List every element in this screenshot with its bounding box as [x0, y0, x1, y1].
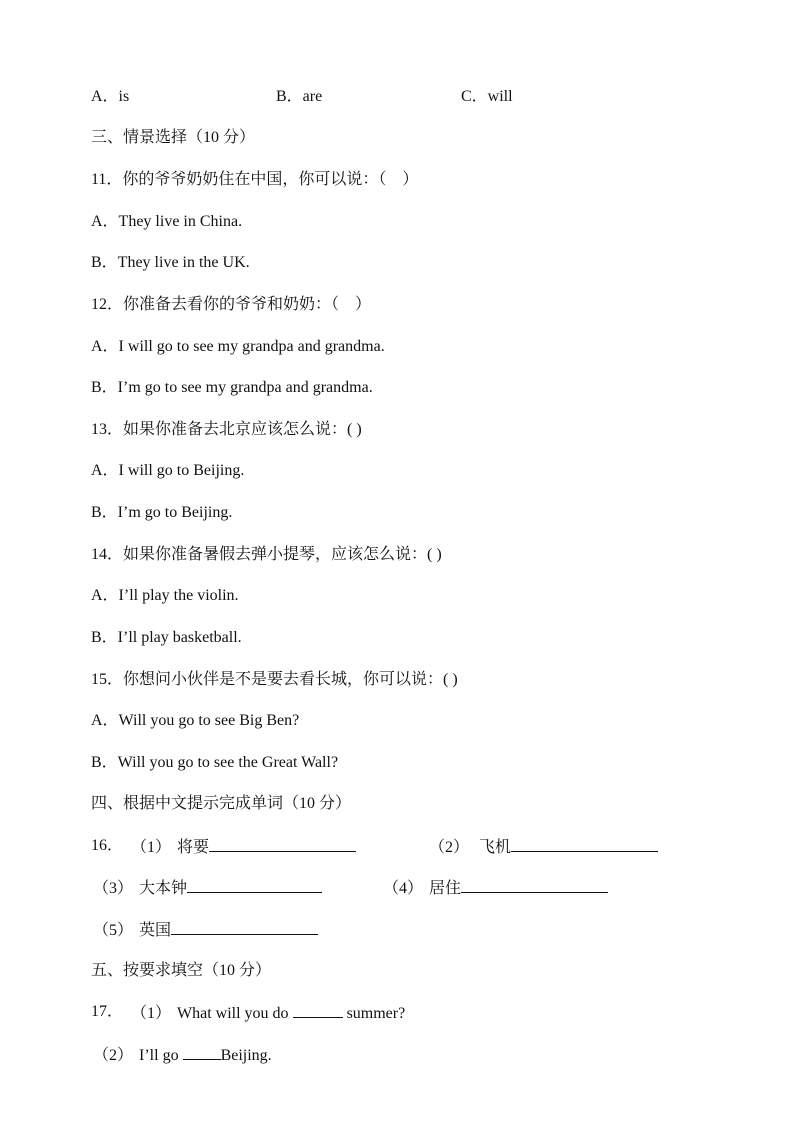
q17-item-1-after: summer? — [342, 1005, 406, 1022]
q17-item-1 — [131, 1001, 405, 1025]
q16-item-2 — [429, 835, 658, 859]
q16-item-4-num: （4） — [383, 880, 424, 897]
q17-item-2-num: （2） — [93, 1047, 134, 1064]
section3-title: 三、情景选择（10 分） — [91, 129, 256, 146]
q17-item-2 — [93, 1043, 272, 1067]
q16-item-5-num: （5） — [93, 922, 134, 939]
q16-item-1-word: 将要 — [177, 839, 210, 856]
q16-item-5-word: 英国 — [139, 922, 172, 939]
q17-item-1-blank[interactable] — [293, 1001, 343, 1018]
q14-option-b: B．I’ll play basketball. — [91, 629, 242, 646]
q16-item-4-word: 居住 — [429, 880, 462, 897]
q16-item-2-blank[interactable] — [511, 835, 658, 852]
q15-stem: 15．你想问小伙伴是不是要去看长城，你可以说：( ) — [91, 671, 458, 688]
q12-stem: 12．你准备去看你的爷爷和奶奶：（ ） — [91, 296, 372, 313]
q16-item-2-num: （2） — [429, 839, 470, 856]
q11-option-b: B．They live in the UK. — [91, 254, 250, 271]
q16-item-3-word: 大本钟 — [139, 880, 188, 897]
q17-item-1-before: What will you do — [177, 1005, 293, 1022]
q12-option-a: A．I will go to see my grandpa and grandma. — [91, 338, 385, 355]
q16-number: 16． — [91, 837, 124, 854]
q16-item-2-word: 飞机 — [479, 839, 512, 856]
q17-item-2-blank[interactable] — [183, 1043, 221, 1060]
section5-title: 五、按要求填空（10 分） — [91, 962, 272, 979]
q13-stem: 13．如果你准备去北京应该怎么说：( ) — [91, 421, 362, 438]
q16-item-1-num: （1） — [131, 839, 172, 856]
q16-item-4 — [383, 876, 608, 900]
q17-number: 17． — [91, 1003, 124, 1020]
q17-item-1-num: （1） — [131, 1005, 172, 1022]
q16-item-3-blank[interactable] — [187, 876, 322, 893]
q13-option-a: A．I will go to Beijing. — [91, 462, 245, 479]
q10-option-b: B．are — [276, 88, 323, 105]
q11-stem: 11．你的爷爷奶奶住在中国，你可以说：（ ） — [91, 171, 419, 188]
q17-item-2-after: Beijing. — [220, 1047, 272, 1064]
section4-title: 四、根据中文提示完成单词（10 分） — [91, 795, 352, 812]
q10-option-a: A．is — [91, 88, 130, 105]
q10-option-c: C．will — [461, 88, 513, 105]
q17-item-2-before: I’ll go — [139, 1047, 183, 1064]
q16-item-3-num: （3） — [93, 880, 134, 897]
q16-item-3 — [93, 876, 322, 900]
q16-item-1 — [131, 835, 356, 859]
q13-option-b: B．I’m go to Beijing. — [91, 504, 233, 521]
q12-option-b: B．I’m go to see my grandpa and grandma. — [91, 379, 373, 396]
q11-option-a: A．They live in China. — [91, 213, 243, 230]
q15-option-b: B．Will you go to see the Great Wall? — [91, 754, 339, 771]
q16-item-5 — [93, 918, 318, 942]
q15-option-a: A．Will you go to see Big Ben? — [91, 712, 300, 729]
q16-item-4-blank[interactable] — [461, 876, 608, 893]
q16-item-5-blank[interactable] — [171, 918, 318, 935]
q14-stem: 14．如果你准备暑假去弹小提琴，应该怎么说：( ) — [91, 546, 442, 563]
q16-item-1-blank[interactable] — [209, 835, 356, 852]
q14-option-a: A．I’ll play the violin. — [91, 587, 239, 604]
